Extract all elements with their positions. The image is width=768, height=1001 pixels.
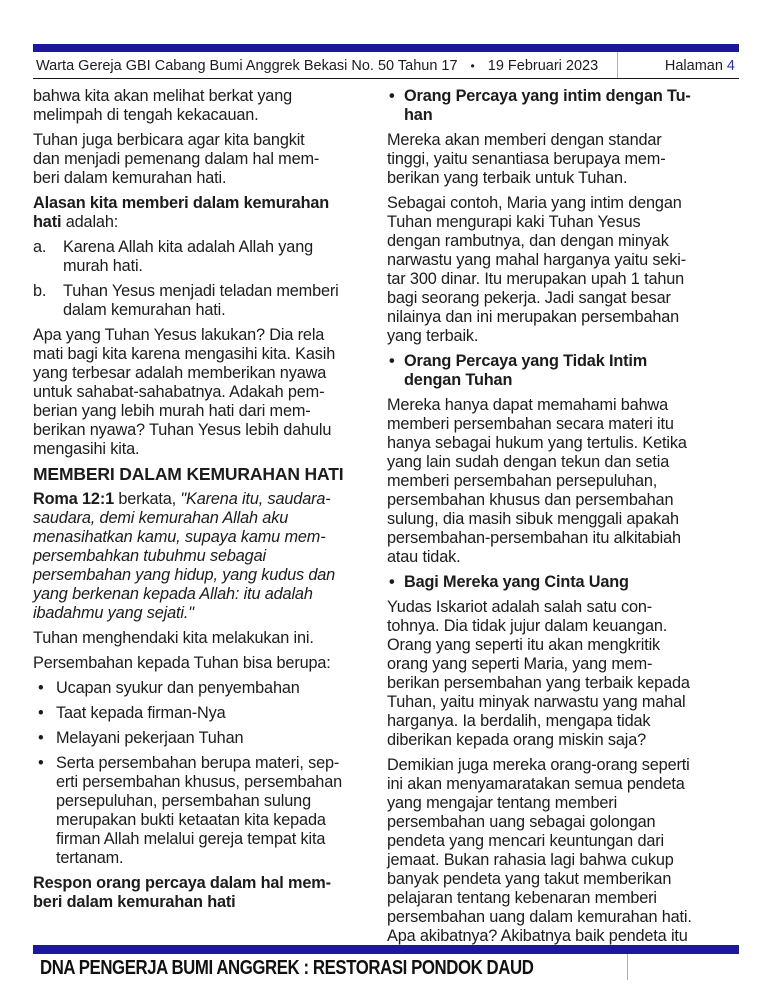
text-content: Alasan kita memberi dalam kemurahan hati adalah: [33, 194, 330, 231]
text-content: Orang Percaya yang Tidak Intim dengan Tuhan [404, 352, 648, 389]
header-separator-dot: • [470, 59, 475, 73]
lettered-list-item [33, 238, 373, 276]
text-content: Tuhan juga berbicara agar kita bangkit dan menjadi pemenang dalam hal mem- beri dalam kemurahan hati. [33, 131, 320, 187]
text-content: Serta persembahan berupa materi, sep- erti persembahan khusus, persembahan persepuluhan, persembahan sulung merupakan bukti ketaatan kita kepada firman Allah melalui gereja tempat kita tertanam. [56, 754, 343, 867]
text-content: Karena Allah kita adalah Allah yang murah hati. [63, 238, 314, 275]
paragraph [387, 598, 743, 750]
bullet-list-item [33, 729, 373, 748]
header-page-cell [617, 52, 739, 78]
paragraph [387, 131, 743, 188]
page-label: Halaman [664, 58, 723, 74]
bullet-icon: • [389, 352, 395, 370]
top-blue-bar [33, 44, 739, 52]
text-content: Mereka hanya dapat memahami bahwa memberi persembahan secara materi itu hanya sebagai hukum yang tertulis. Ketika yang lain sudah dengan tekun dan setia memberi persembahan persepuluhan, persembahan khusus dan persembahan sulung, dia masih sibuk menggali apakah persembahan-persembahan itu alkitabiah atau tidak. [387, 396, 687, 566]
bullet-list-item [33, 679, 373, 698]
bullet-icon: • [389, 573, 395, 591]
text-content: MEMBERI DALAM KEMURAHAN HATI [33, 464, 344, 484]
text-content: Tuhan menghendaki kita melakukan ini. [33, 629, 314, 647]
paragraph [33, 490, 373, 623]
newsletter-title: Warta Gereja GBI Cabang Bumi Anggrek Bekasi No. 50 Tahun 17 [36, 58, 458, 74]
paragraph [387, 756, 743, 946]
text-content: Sebagai contoh, Maria yang intim dengan Tuhan mengurapi kaki Tuhan Yesus dengan rambutnya, dan dengan minyak narwastu yang mahal harganya yaitu seki- tar 300 dinar. Itu merupakan upah 1 tahun bagi seorang pekerja. Jadi sangat besar nilainya dan ini merupakan persembahan yang terbaik. [387, 194, 686, 345]
page-number: 4 [726, 58, 735, 74]
page-footer [33, 954, 739, 980]
paragraph [387, 396, 743, 567]
list-letter-marker: b. [33, 282, 47, 300]
right-column [387, 87, 743, 952]
text-content: Taat kepada firman-Nya [56, 704, 226, 722]
footer-right-cell [627, 954, 739, 980]
paragraph [33, 874, 373, 912]
text-content: Respon orang percaya dalam hal mem- beri dalam kemurahan hati [33, 874, 331, 911]
bullet-heading [387, 573, 743, 592]
footer-text: DNA PENGERJA BUMI ANGGREK : RESTORASI PONDOK DAUD [40, 957, 534, 979]
paragraph [33, 654, 373, 673]
text-content: Roma 12:1 berkata, "Karena itu, saudara- saudara, demi kemurahan Allah aku menasihatkan kamu, supaya kamu mem- persembahkan tubuhmu sebagai persembahan yang hidup, yang kudus dan yang berkenan kepada Allah: itu adalah ibadahmu yang sejati." [33, 490, 336, 622]
bullet-list-item [33, 754, 373, 868]
section-heading [33, 465, 373, 484]
bullet-icon: • [38, 704, 44, 722]
text-content: Ucapan syukur dan penyembahan [56, 679, 300, 697]
bullet-icon: • [38, 679, 44, 697]
header-date: 19 Februari 2023 [487, 58, 599, 74]
text-content: Melayani pekerjaan Tuhan [56, 729, 244, 747]
text-content: Mereka akan memberi dengan standar tinggi, yaitu senantiasa berupaya mem- berikan yang terbaik untuk Tuhan. [387, 131, 666, 187]
text-content: Apa yang Tuhan Yesus lakukan? Dia rela mati bagi kita karena mengasihi kita. Kasih yang terbesar adalah memberikan nyawa untuk sahabat-sahabatnya. Adakah pem- berian yang lebih murah hati dari mem- berikan nyawa? Tuhan Yesus lebih dahulu mengasihi kita. [33, 326, 336, 458]
text-content: Orang Percaya yang intim dengan Tu- han [404, 87, 691, 124]
bottom-blue-bar [33, 945, 739, 954]
paragraph [33, 131, 373, 188]
bullet-heading [387, 352, 743, 390]
header-title-cell [33, 52, 617, 78]
bullet-list-item [33, 704, 373, 723]
text-content: bahwa kita akan melihat berkat yang melimpah di tengah kekacauan. [33, 87, 293, 124]
bullet-icon: • [38, 729, 44, 747]
bullet-icon: • [389, 87, 395, 105]
text-content: Bagi Mereka yang Cinta Uang [404, 573, 629, 591]
list-letter-marker: a. [33, 238, 47, 256]
page-header [33, 52, 739, 79]
paragraph [33, 326, 373, 459]
bullet-icon: • [38, 754, 44, 772]
text-content: Yudas Iskariot adalah salah satu con- tohnya. Dia tidak jujur dalam keuangan. Orang yang seperti itu akan mengkritik orang yang seperti Maria, yang mem- berikan persembahan yang terbaik kepada Tuhan, yaitu minyak narwastu yang mahal harganya. Ia berdalih, mengapa tidak diberikan kepada orang miskin saja? [387, 598, 690, 749]
lettered-list-item [33, 282, 373, 320]
footer-text-cell [33, 954, 627, 980]
paragraph [33, 629, 373, 648]
bullet-heading [387, 87, 743, 125]
paragraph [387, 194, 743, 346]
text-content: Persembahan kepada Tuhan bisa berupa: [33, 654, 331, 672]
paragraph [33, 87, 373, 125]
text-content: Demikian juga mereka orang-orang seperti ini akan menyamaratakan semua pendeta yang mengajar tentang memberi persembahan uang sebagai golongan pendeta yang mencari keuntungan dari jemaat. Bukan rahasia lagi bahwa cukup banyak pendeta yang takut memberikan pelajaran tentang kebenaran memberi persembahan uang dalam kemurahan hati. Apa akibatnya? Akibatnya baik pendeta itu [387, 756, 692, 945]
paragraph [33, 194, 373, 232]
text-content: Tuhan Yesus menjadi teladan memberi dalam kemurahan hati. [63, 282, 339, 319]
left-column [33, 87, 373, 918]
